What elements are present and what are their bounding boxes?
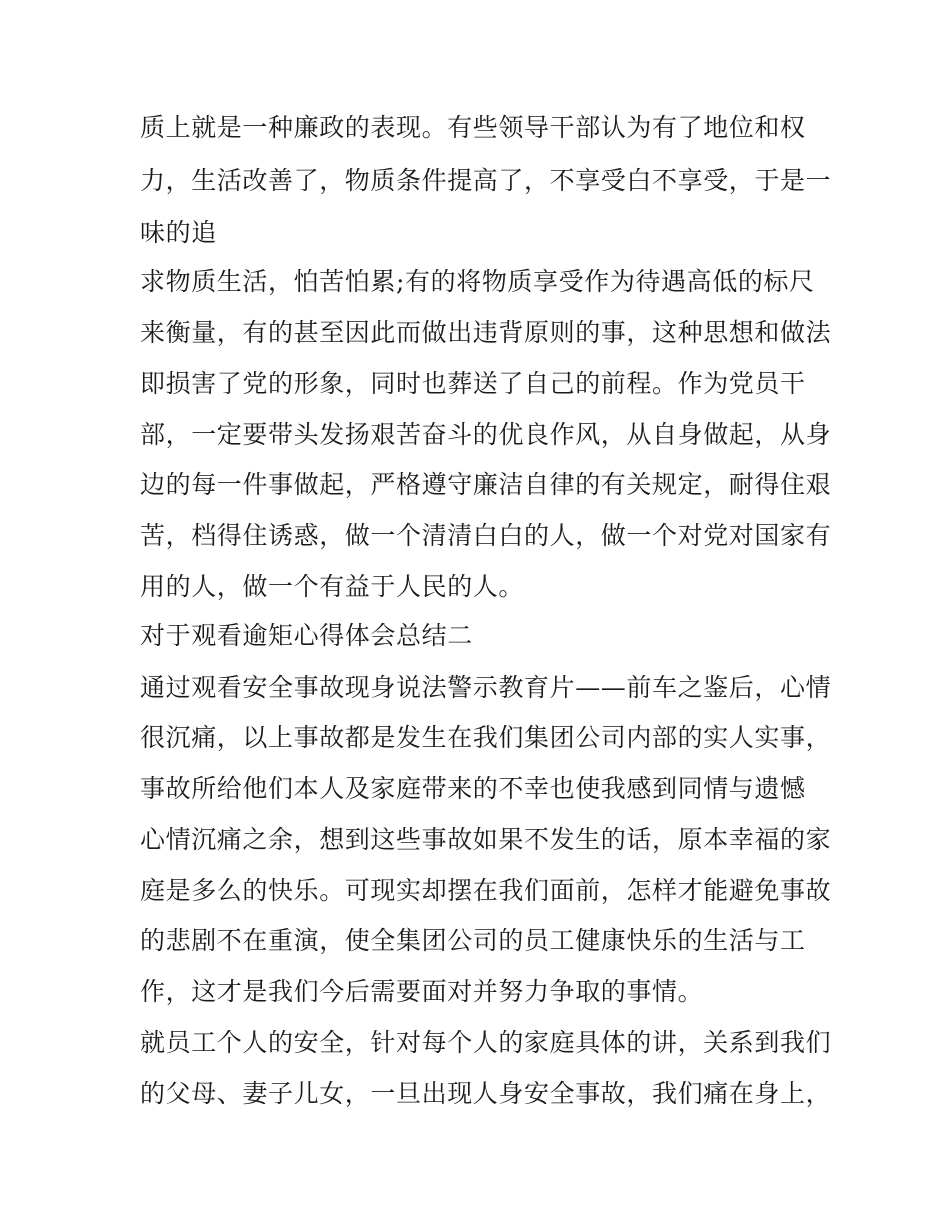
text-line: 苦，档得住诱惑，做一个清清白白的人，做一个对党对国家有: [140, 521, 832, 550]
text-line: 作，这才是我们今后需要面对并努力争取的事情。: [140, 977, 704, 1006]
text-line: 部，一定要带头发扬艰苦奋斗的优良作风，从自身做起，从身: [140, 420, 832, 449]
text-line: 用的人，做一个有益于人民的人。: [140, 572, 525, 601]
text-line: 力，生活改善了，物质条件提高了，不享受白不享受，于是一: [140, 166, 832, 195]
text-line: 就员工个人的安全，针对每个人的家庭具体的讲，关系到我们: [140, 1028, 832, 1057]
text-line: 即损害了党的形象，同时也葬送了自己的前程。作为党员干: [140, 369, 806, 398]
text-line: 的悲剧不在重演，使全集团公司的员工健康快乐的生活与工: [140, 926, 806, 955]
text-line: 事故所给他们本人及家庭带来的不幸也使我感到同情与遗憾: [140, 774, 806, 803]
section-heading: 对于观看逾矩心得体会总结二: [140, 621, 473, 650]
text-line: 求物质生活，怕苦怕累;有的将物质享受作为待遇高低的标尺: [140, 267, 815, 296]
text-line: 很沉痛，以上事故都是发生在我们集团公司内部的实人实事，: [140, 723, 832, 752]
text-line: 庭是多么的快乐。可现实却摆在我们面前，怎样才能避免事故: [140, 876, 832, 905]
text-line: 来衡量，有的甚至因此而做出违背原则的事，这种思想和做法: [140, 318, 832, 347]
text-line: 味的追: [140, 218, 217, 247]
text-line: 边的每一件事做起，严格遵守廉洁自律的有关规定，耐得住艰: [140, 470, 832, 499]
text-line: 通过观看安全事故现身说法警示教育片——前车之鉴后，心情: [140, 673, 832, 702]
text-line: 心情沉痛之余，想到这些事故如果不发生的话，原本幸福的家: [140, 825, 832, 854]
text-line: 的父母、妻子儿女，一旦出现人身安全事故，我们痛在身上，: [140, 1079, 832, 1108]
text-line: 质上就是一种廉政的表现。有些领导干部认为有了地位和权: [140, 113, 806, 142]
